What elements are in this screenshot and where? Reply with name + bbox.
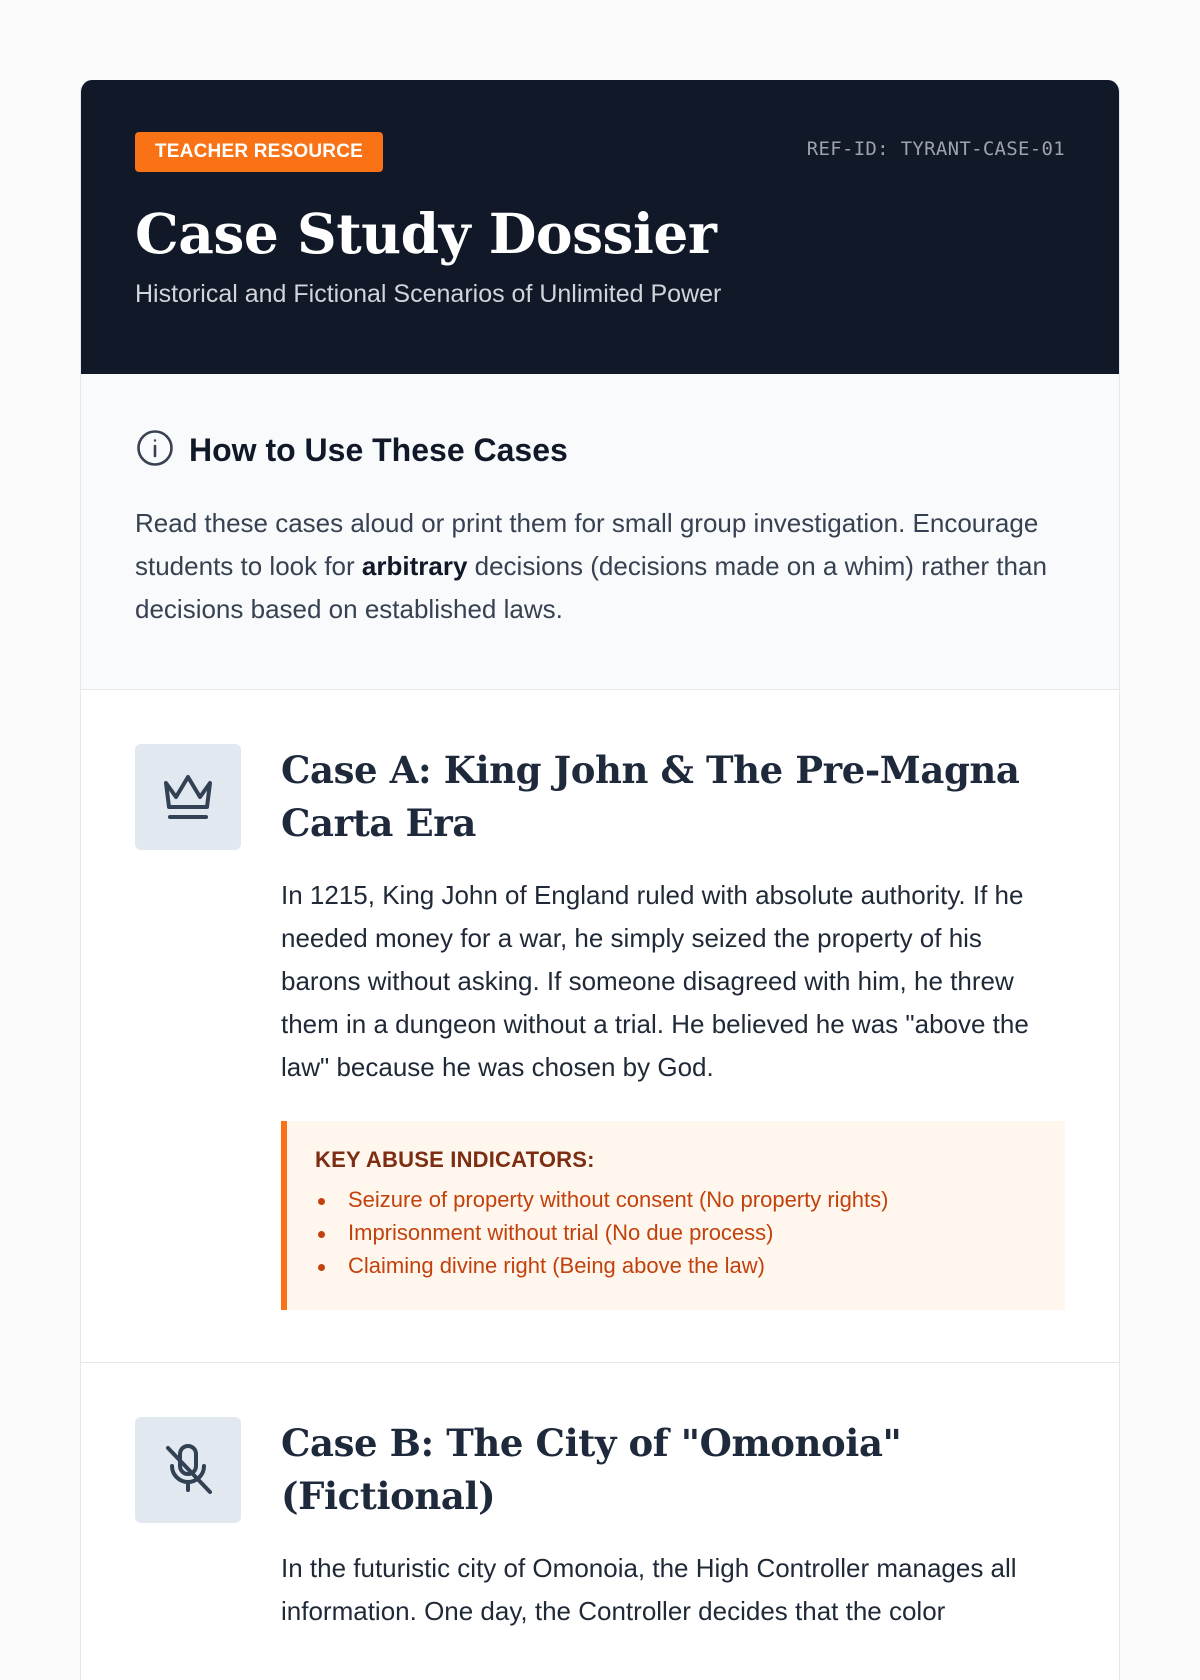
case-title: Case B: The City of "Omonoia" (Fictional) — [281, 1421, 902, 1518]
case-title: Case A: King John & The Pre-Magna Carta Era — [281, 748, 1020, 845]
indicator-item: Imprisonment without trial (No due process) — [315, 1216, 1035, 1249]
case-b-body — [281, 1417, 1065, 1633]
usage-title: How to Use These Cases — [189, 431, 568, 468]
indicator-item: Claiming divine right (Being above the law) — [315, 1249, 1035, 1282]
microphone-off-icon — [156, 1436, 220, 1504]
page-title: Case Study Dossier — [135, 201, 717, 266]
info-circle-icon — [135, 428, 175, 472]
usage-text-part: decisions (decisions made on a whim) rather than decisions based on established laws. — [135, 551, 1047, 624]
case-description: In 1215, King John of England ruled with absolute authority. If he needed money for a war, he simply seized the property of his barons without asking. If someone disagreed with him, he threw them in a dungeon without a trial. He believed he was "above the law" because he was chosen by God. — [281, 880, 1029, 1082]
usage-instructions — [81, 374, 1119, 690]
case-icon-tile — [135, 1417, 241, 1523]
abuse-indicators-box — [281, 1121, 1065, 1310]
dossier-card — [80, 80, 1120, 1680]
indicators-list — [315, 1183, 1035, 1282]
case-a-body — [281, 744, 1065, 1310]
indicator-item: Seizure of property without consent (No property rights) — [315, 1183, 1035, 1216]
usage-text — [135, 502, 1065, 631]
dossier-header — [81, 80, 1119, 374]
crown-icon — [156, 763, 220, 831]
case-b — [81, 1363, 1119, 1680]
indicators-label: KEY ABUSE INDICATORS: — [315, 1147, 595, 1172]
case-description: In the futuristic city of Omonoia, the High Controller manages all information. One day, the Controller decides that the color — [281, 1553, 1017, 1626]
page-subtitle: Historical and Fictional Scenarios of Unlimited Power — [135, 280, 722, 308]
resource-badge: TEACHER RESOURCE — [135, 132, 383, 172]
usage-text-part: Read these cases aloud or print them for small group investigation. Encourage students to look for — [135, 508, 1039, 581]
usage-text-emphasis: arbitrary — [361, 551, 468, 581]
case-icon-tile — [135, 744, 241, 850]
case-a — [81, 690, 1119, 1363]
usage-heading — [135, 428, 1065, 472]
reference-id: REF-ID: TYRANT-CASE-01 — [806, 138, 1065, 160]
